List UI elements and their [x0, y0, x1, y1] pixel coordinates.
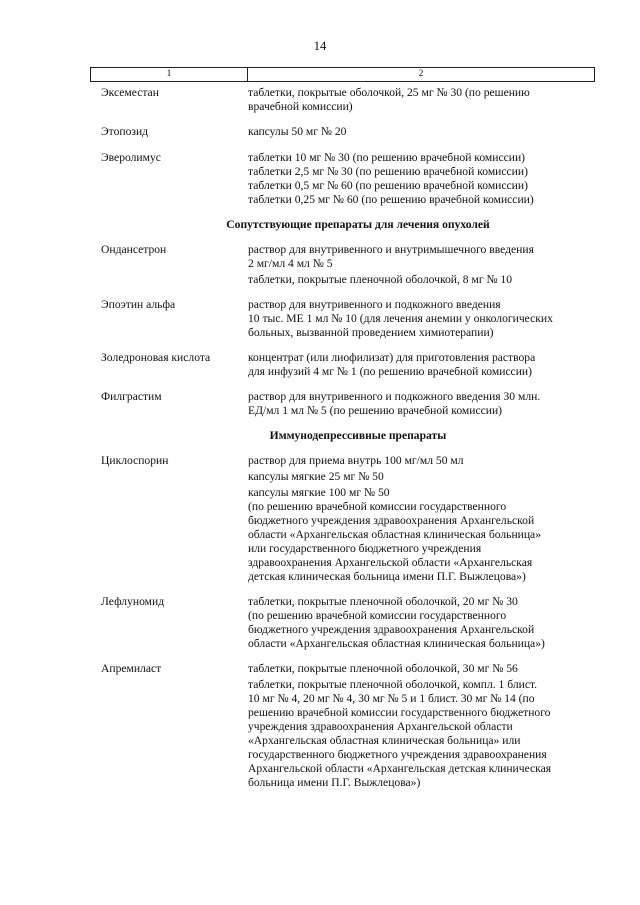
drug-name: Лефлуномид: [101, 595, 165, 608]
dosage-line: таблетки, покрытые пленочной оболочкой, 20 мг № 30: [248, 595, 518, 608]
dosage-forms: [248, 595, 595, 651]
dosage-line: таблетки 10 мг № 30 (по решению врачебной комиссии): [248, 151, 526, 164]
dosage-forms: [248, 298, 595, 340]
drug-name: Филграстим: [101, 390, 162, 403]
dosage-forms: [248, 390, 595, 418]
dosage-line: бюджетного учреждения здравоохранения Архангельской: [248, 514, 535, 527]
dosage-line: здравоохранения Архангельской области «Архангельская: [248, 556, 533, 569]
dosage-line: решению врачебной комиссии государственного бюджетного: [248, 706, 551, 719]
dosage-line: таблетки, покрытые оболочкой, 25 мг № 30 (по решению: [248, 86, 530, 99]
dosage-line: раствор для внутривенного и подкожного введения: [248, 298, 501, 311]
table-row: [101, 454, 595, 584]
dosage-forms: [248, 351, 595, 379]
dosage-line: раствор для приема внутрь 100 мг/мл 50 мл: [248, 454, 464, 467]
dosage-line: концентрат (или лиофилизат) для приготовления раствора: [248, 351, 536, 364]
dosage-line: учреждения здравоохранения Архангельской области: [248, 720, 513, 733]
dosage-line: бюджетного учреждения здравоохранения Архангельской: [248, 623, 535, 636]
dosage-line: Архангельской области «Архангельская детская клиническая: [248, 762, 552, 775]
dosage-line: 2 мг/мл 4 мл № 5: [248, 257, 333, 270]
table-row: [101, 151, 595, 207]
section-heading: Иммунодепрессивные препараты: [269, 429, 447, 442]
dosage-line: капсулы 50 мг № 20: [248, 125, 347, 138]
dosage-forms: [248, 151, 595, 207]
drug-name: Эверолимус: [101, 151, 161, 164]
table-row: [101, 351, 595, 379]
dosage-line: таблетки, покрытые пленочной оболочкой, компл. 1 блист.: [248, 678, 538, 691]
table-column-header: [90, 67, 595, 82]
drug-name: Золедроновая кислота: [101, 351, 211, 364]
medication-table: [101, 86, 595, 790]
table-row: [101, 390, 595, 418]
dosage-line: врачебной комиссии): [248, 100, 353, 113]
table-row: [101, 125, 595, 139]
table-row: [101, 243, 595, 287]
page-number: 14: [313, 39, 327, 53]
dosage-forms: [248, 454, 595, 584]
drug-name: Эксеместан: [101, 86, 159, 99]
dosage-line: «Архангельская областная клиническая больница» или: [248, 734, 521, 747]
dosage-line: ЕД/мл 1 мл № 5 (по решению врачебной комиссии): [248, 404, 503, 417]
dosage-line: больница имени П.Г. Выжлецова»): [248, 776, 421, 789]
dosage-line: 10 мг № 4, 20 мг № 4, 30 мг № 5 и 1 блист. 30 мг № 14 (по: [248, 692, 535, 705]
dosage-forms: [248, 662, 595, 790]
dosage-line: таблетки 2,5 мг № 30 (по решению врачебной комиссии): [248, 165, 528, 178]
table-row: [101, 595, 595, 651]
dosage-forms: [248, 86, 595, 114]
column-1-number: 1: [91, 68, 248, 81]
section-heading: Сопутствующие препараты для лечения опухолей: [226, 218, 490, 231]
dosage-line: таблетки 0,5 мг № 60 (по решению врачебной комиссии): [248, 179, 528, 192]
dosage-line: области «Архангельская областная клиническая больница»): [248, 637, 545, 650]
dosage-line: капсулы мягкие 25 мг № 50: [248, 470, 384, 483]
column-2-number: 2: [418, 69, 424, 79]
drug-name: Этопозид: [101, 125, 149, 138]
drug-name: Ондансетрон: [101, 243, 167, 256]
table-row: [101, 86, 595, 114]
dosage-line: раствор для внутривенного и подкожного введения 30 млн.: [248, 390, 541, 403]
dosage-line: государственного бюджетного учреждения здравоохранения: [248, 748, 547, 761]
dosage-line: области «Архангельская областная клиническая больница»: [248, 528, 541, 541]
drug-name: Апремиласт: [101, 662, 162, 675]
dosage-line: таблетки, покрытые пленочной оболочкой, 30 мг № 56: [248, 662, 518, 675]
dosage-line: или государственного бюджетного учреждения: [248, 542, 482, 555]
dosage-line: раствор для внутривенного и внутримышечного введения: [248, 243, 534, 256]
dosage-line: 10 тыс. МЕ 1 мл № 10 (для лечения анемии у онкологических: [248, 312, 553, 325]
dosage-line: больных, вызванной проведением химиотерапии): [248, 326, 494, 339]
dosage-line: таблетки, покрытые пленочной оболочкой, 8 мг № 10: [248, 273, 513, 286]
dosage-line: (по решению врачебной комиссии государственного: [248, 500, 507, 513]
table-row: [101, 298, 595, 340]
dosage-forms: [248, 243, 595, 287]
dosage-line: детская клиническая больница имени П.Г. Выжлецова»): [248, 570, 526, 583]
dosage-line: капсулы мягкие 100 мг № 50: [248, 486, 390, 499]
drug-name: Циклоспорин: [101, 454, 169, 467]
drug-name: Эпоэтин альфа: [101, 298, 176, 311]
dosage-forms: [248, 125, 595, 139]
table-row: [101, 662, 595, 790]
dosage-line: для инфузий 4 мг № 1 (по решению врачебной комиссии): [248, 365, 532, 378]
dosage-line: (по решению врачебной комиссии государственного: [248, 609, 507, 622]
dosage-line: таблетки 0,25 мг № 60 (по решению врачебной комиссии): [248, 193, 534, 206]
